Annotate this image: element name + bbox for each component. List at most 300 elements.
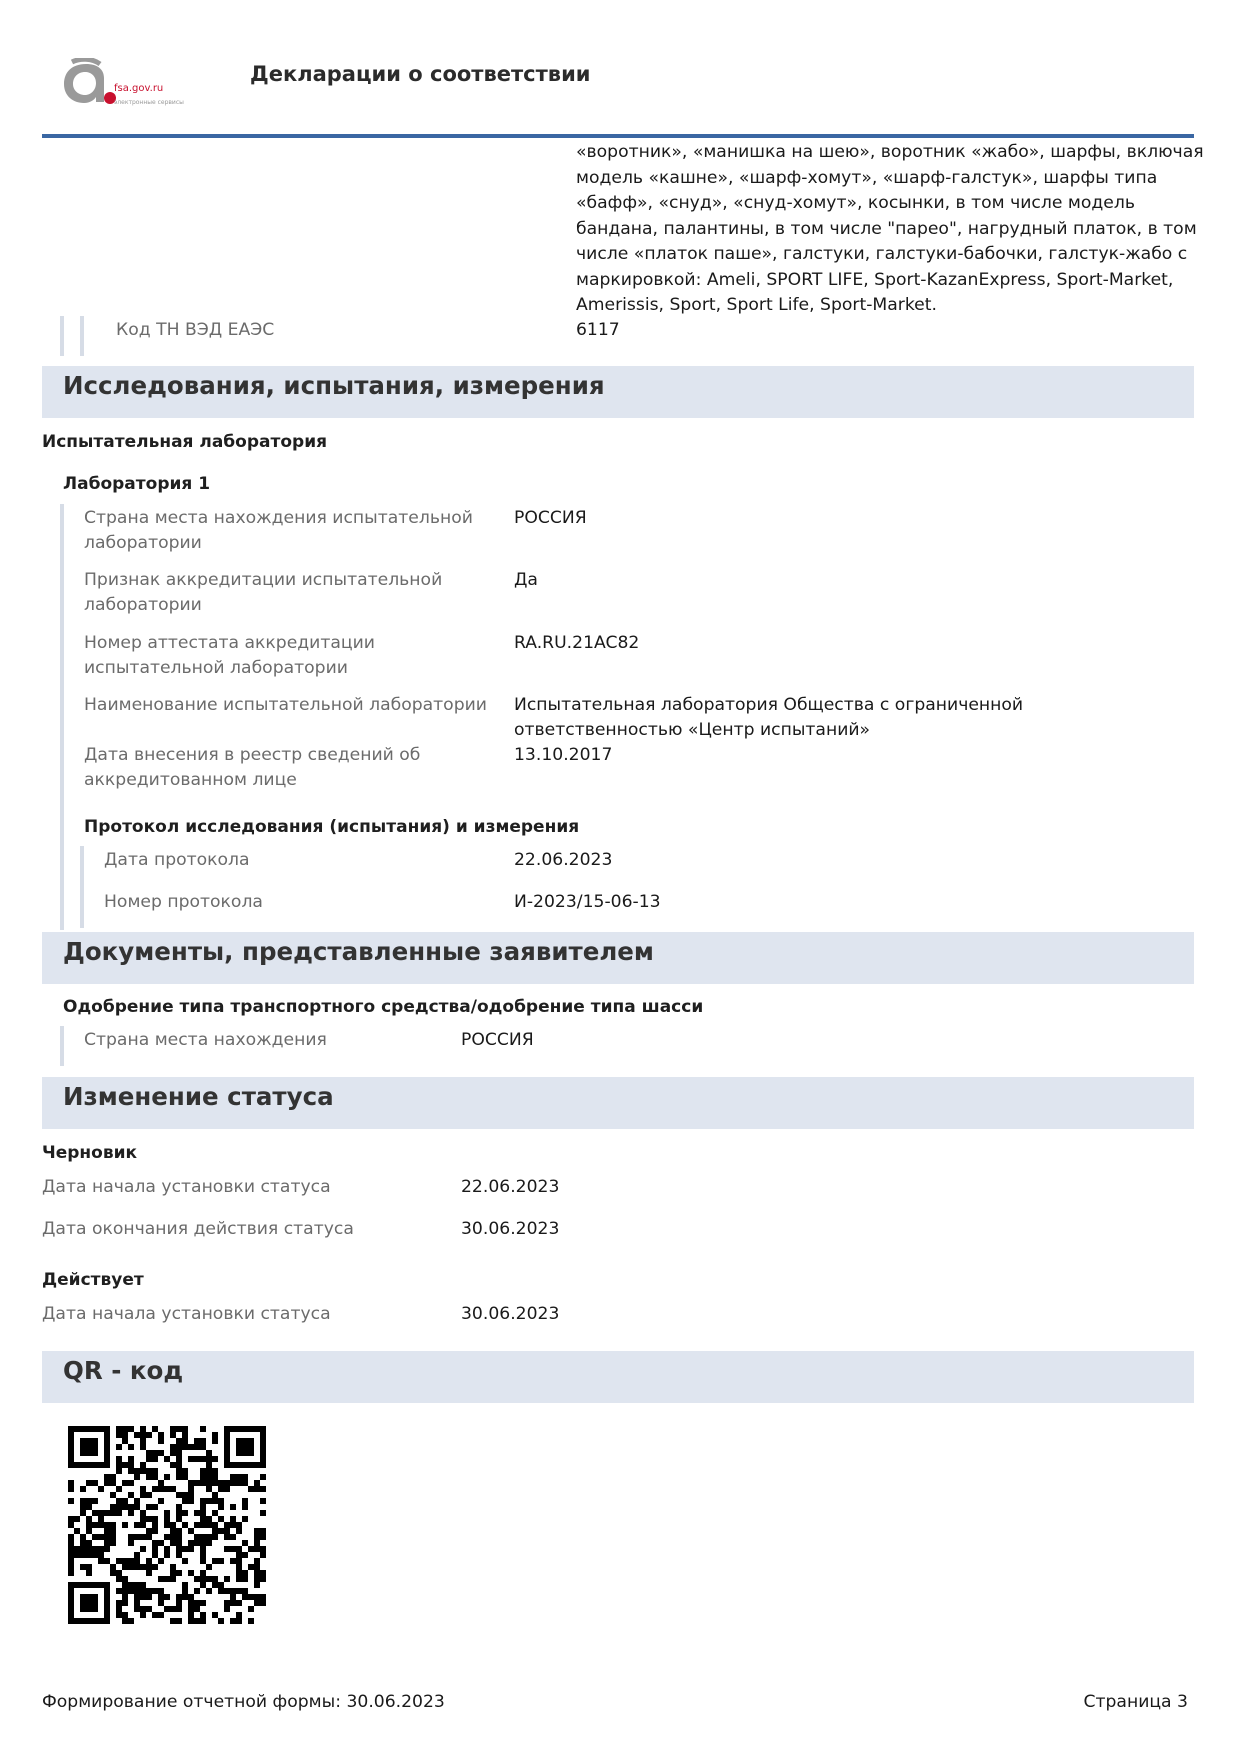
qr-module <box>86 1606 92 1612</box>
qr-module <box>104 1522 110 1528</box>
qr-module <box>212 1522 218 1528</box>
qr-module <box>74 1516 80 1522</box>
qr-module <box>98 1510 104 1516</box>
qr-module <box>68 1450 74 1456</box>
qr-module <box>140 1546 146 1552</box>
qr-module <box>152 1426 158 1432</box>
qr-module <box>236 1588 242 1594</box>
qr-module <box>170 1426 176 1432</box>
qr-module <box>98 1552 104 1558</box>
qr-module <box>92 1480 98 1486</box>
qr-module <box>158 1438 164 1444</box>
qr-module <box>158 1498 164 1504</box>
qr-module <box>86 1450 92 1456</box>
qr-module <box>200 1576 206 1582</box>
qr-module <box>176 1468 182 1474</box>
qr-module <box>194 1606 200 1612</box>
qr-module <box>140 1612 146 1618</box>
qr-module <box>224 1600 230 1606</box>
qr-module <box>200 1438 206 1444</box>
qr-module <box>80 1618 86 1624</box>
qr-module <box>128 1492 134 1498</box>
qr-module <box>170 1618 176 1624</box>
qr-module <box>242 1540 248 1546</box>
qr-module <box>224 1480 230 1486</box>
qr-module <box>212 1510 218 1516</box>
qr-module <box>176 1438 182 1444</box>
qr-module <box>68 1600 74 1606</box>
qr-module <box>170 1486 176 1492</box>
qr-module <box>230 1516 236 1522</box>
qr-module <box>104 1618 110 1624</box>
qr-module <box>260 1600 266 1606</box>
qr-module <box>182 1510 188 1516</box>
qr-module <box>68 1540 74 1546</box>
qr-module <box>68 1462 74 1468</box>
qr-module <box>176 1546 182 1552</box>
qr-module <box>152 1450 158 1456</box>
qr-module <box>176 1534 182 1540</box>
qr-module <box>68 1456 74 1462</box>
lab-heading: Испытательная лаборатория <box>42 432 328 452</box>
qr-module <box>146 1450 152 1456</box>
qr-module <box>104 1558 110 1564</box>
qr-module <box>206 1480 212 1486</box>
qr-module <box>164 1474 170 1480</box>
qr-module <box>134 1594 140 1600</box>
qr-module <box>158 1486 164 1492</box>
qr-module <box>200 1474 206 1480</box>
qr-module <box>230 1522 236 1528</box>
qr-module <box>86 1540 92 1546</box>
qr-module <box>254 1582 260 1588</box>
qr-module <box>230 1546 236 1552</box>
qr-module <box>152 1486 158 1492</box>
qr-module <box>242 1438 248 1444</box>
qr-module <box>122 1612 128 1618</box>
qr-module <box>194 1618 200 1624</box>
qr-module <box>170 1462 176 1468</box>
qr-module <box>206 1498 212 1504</box>
qr-module <box>122 1564 128 1570</box>
qr-module <box>104 1528 110 1534</box>
qr-module <box>80 1546 86 1552</box>
qr-module <box>80 1462 86 1468</box>
qr-module <box>212 1582 218 1588</box>
qr-module <box>200 1558 206 1564</box>
qr-module <box>98 1546 104 1552</box>
qr-module <box>218 1618 224 1624</box>
qr-module <box>134 1498 140 1504</box>
qr-module <box>206 1564 212 1570</box>
qr-module <box>254 1480 260 1486</box>
qr-module <box>188 1480 194 1486</box>
qr-section-band <box>42 1351 1194 1403</box>
qr-module <box>200 1444 206 1450</box>
qr-module <box>218 1528 224 1534</box>
qr-module <box>182 1582 188 1588</box>
qr-module <box>236 1480 242 1486</box>
qr-module <box>104 1582 110 1588</box>
qr-module <box>236 1546 242 1552</box>
qr-module <box>92 1606 98 1612</box>
qr-module <box>236 1474 242 1480</box>
qr-module <box>218 1588 224 1594</box>
qr-module <box>242 1516 248 1522</box>
qr-module <box>188 1546 194 1552</box>
qr-module <box>248 1486 254 1492</box>
qr-module <box>158 1432 164 1438</box>
qr-module <box>164 1552 170 1558</box>
status-active-start-value: 30.06.2023 <box>461 1304 560 1324</box>
qr-module <box>200 1546 206 1552</box>
lab-name-label: Наименование испытательной лаборатории <box>84 695 487 715</box>
qr-module <box>80 1540 86 1546</box>
qr-module <box>158 1540 164 1546</box>
qr-module <box>182 1588 188 1594</box>
qr-module <box>206 1522 212 1528</box>
qr-module <box>224 1438 230 1444</box>
qr-module <box>116 1510 122 1516</box>
qr-module <box>200 1540 206 1546</box>
qr-module <box>158 1594 164 1600</box>
qr-module <box>122 1432 128 1438</box>
qr-module <box>188 1528 194 1534</box>
qr-module <box>110 1564 116 1570</box>
qr-module <box>224 1576 230 1582</box>
qr-module <box>128 1444 134 1450</box>
qr-module <box>200 1456 206 1462</box>
qr-module <box>86 1570 92 1576</box>
lab-accreditation-value: Да <box>514 570 538 590</box>
qr-module <box>194 1480 200 1486</box>
qr-module <box>74 1546 80 1552</box>
qr-module <box>110 1522 116 1528</box>
qr-module <box>206 1468 212 1474</box>
qr-module <box>116 1606 122 1612</box>
qr-module <box>68 1564 74 1570</box>
qr-module <box>260 1546 266 1552</box>
qr-module <box>248 1462 254 1468</box>
qr-module <box>194 1600 200 1606</box>
qr-module <box>140 1606 146 1612</box>
qr-module <box>74 1582 80 1588</box>
qr-module <box>236 1528 242 1534</box>
qr-module <box>212 1576 218 1582</box>
qr-module <box>110 1510 116 1516</box>
qr-module <box>128 1588 134 1594</box>
qr-module <box>164 1546 170 1552</box>
qr-module <box>218 1516 224 1522</box>
qr-module <box>200 1516 206 1522</box>
qr-module <box>68 1480 74 1486</box>
qr-module <box>260 1456 266 1462</box>
qr-module <box>98 1582 104 1588</box>
qr-module <box>110 1504 116 1510</box>
qr-module <box>176 1504 182 1510</box>
lab-country-label: Страна места нахождения испытательной лаборатории <box>84 508 473 553</box>
qr-module <box>104 1480 110 1486</box>
qr-module <box>248 1564 254 1570</box>
qr-module <box>92 1444 98 1450</box>
qr-module <box>230 1426 236 1432</box>
qr-module <box>152 1468 158 1474</box>
qr-module <box>110 1480 116 1486</box>
qr-module <box>146 1492 152 1498</box>
qr-module <box>194 1438 200 1444</box>
qr-module <box>152 1528 158 1534</box>
qr-module <box>86 1546 92 1552</box>
qr-module <box>86 1582 92 1588</box>
qr-module <box>116 1498 122 1504</box>
qr-module <box>68 1606 74 1612</box>
qr-module <box>242 1444 248 1450</box>
qr-module <box>74 1462 80 1468</box>
qr-module <box>224 1450 230 1456</box>
qr-module <box>230 1474 236 1480</box>
qr-module <box>116 1444 122 1450</box>
qr-module <box>128 1558 134 1564</box>
qr-module <box>146 1558 152 1564</box>
qr-module <box>182 1474 188 1480</box>
qr-module <box>260 1528 266 1534</box>
product-description-continued: «воротник», «манишка на шею», воротник «жабо», шарфы, включая модель «кашне», «шарф-хомут», «шарф-галстук», шарфы типа «бафф», «снуд», «снуд-хомут», косынки, в том числе модель бандана, палантины, в том числе "парео", нагрудный платок, в том числе «платок паше», галстуки, галстуки-бабочки, галстук-жабо с маркировкой: Ameli, SPORT LIFE, Sport-KazanExpress, Sport-Market, Amerissis, Sport, Sport Life, Sport-Market. <box>576 142 1204 315</box>
qr-module <box>152 1546 158 1552</box>
qr-module <box>248 1450 254 1456</box>
tnved-value: 6117 <box>576 320 620 340</box>
qr-module <box>80 1504 86 1510</box>
qr-module <box>200 1534 206 1540</box>
qr-module <box>86 1552 92 1558</box>
qr-module <box>80 1534 86 1540</box>
qr-module <box>98 1534 104 1540</box>
qr-module <box>224 1588 230 1594</box>
qr-module <box>104 1438 110 1444</box>
qr-module <box>218 1486 224 1492</box>
qr-module <box>254 1528 260 1534</box>
qr-module <box>68 1612 74 1618</box>
qr-module <box>200 1480 206 1486</box>
qr-module <box>92 1510 98 1516</box>
qr-module <box>152 1474 158 1480</box>
qr-module <box>92 1426 98 1432</box>
tnved-label: Код ТН ВЭД ЕАЭС <box>116 320 275 340</box>
qr-module <box>80 1594 86 1600</box>
qr-module <box>224 1462 230 1468</box>
qr-module <box>188 1498 194 1504</box>
qr-module <box>170 1522 176 1528</box>
qr-module <box>200 1426 206 1432</box>
qr-module <box>134 1582 140 1588</box>
qr-module <box>260 1486 266 1492</box>
qr-module <box>254 1594 260 1600</box>
qr-module <box>212 1492 218 1498</box>
logo-text: fsa.gov.ru <box>114 83 164 94</box>
lab-certificate-value: RA.RU.21AC82 <box>514 633 640 653</box>
qr-module <box>140 1492 146 1498</box>
qr-module <box>104 1600 110 1606</box>
qr-module <box>176 1570 182 1576</box>
qr-module <box>182 1594 188 1600</box>
qr-module <box>104 1450 110 1456</box>
lab-name-value: Испытательная лаборатория Общества с ограниченной ответственностью «Центр испытаний» <box>514 695 1024 740</box>
qr-module <box>242 1462 248 1468</box>
qr-module <box>104 1510 110 1516</box>
qr-module <box>242 1552 248 1558</box>
qr-module <box>68 1546 74 1552</box>
qr-module <box>260 1534 266 1540</box>
qr-module <box>134 1534 140 1540</box>
qr-module <box>140 1588 146 1594</box>
qr-module <box>260 1462 266 1468</box>
qr-module <box>206 1588 212 1594</box>
qr-module <box>236 1618 242 1624</box>
qr-module <box>110 1534 116 1540</box>
qr-module <box>212 1438 218 1444</box>
qr-section-title: QR - код <box>63 1356 184 1385</box>
documents-country-value: РОССИЯ <box>461 1030 534 1050</box>
qr-module <box>128 1534 134 1540</box>
qr-module <box>122 1582 128 1588</box>
qr-module <box>218 1504 224 1510</box>
qr-module <box>140 1516 146 1522</box>
qr-module <box>224 1528 230 1534</box>
qr-module <box>254 1486 260 1492</box>
qr-module <box>176 1450 182 1456</box>
qr-module <box>236 1600 242 1606</box>
qr-module <box>86 1438 92 1444</box>
qr-module <box>254 1570 260 1576</box>
logo-subtext: электронные сервисы <box>114 99 184 106</box>
qr-module <box>194 1522 200 1528</box>
qr-module <box>146 1570 152 1576</box>
qr-module <box>98 1516 104 1522</box>
qr-module <box>86 1618 92 1624</box>
qr-module <box>98 1486 104 1492</box>
qr-module <box>140 1444 146 1450</box>
qr-module <box>188 1606 194 1612</box>
qr-module <box>194 1444 200 1450</box>
qr-module <box>116 1432 122 1438</box>
qr-module <box>68 1582 74 1588</box>
qr-module <box>206 1540 212 1546</box>
qr-module <box>248 1426 254 1432</box>
qr-module <box>140 1534 146 1540</box>
status-active-name: Действует <box>42 1270 144 1290</box>
qr-module <box>170 1606 176 1612</box>
qr-module <box>200 1618 206 1624</box>
qr-module <box>236 1552 242 1558</box>
qr-module <box>152 1504 158 1510</box>
qr-module <box>260 1576 266 1582</box>
qr-module <box>104 1534 110 1540</box>
status-draft-end-label: Дата окончания действия статуса <box>42 1219 354 1239</box>
qr-module <box>164 1510 170 1516</box>
qr-module <box>104 1594 110 1600</box>
qr-module <box>212 1480 218 1486</box>
qr-module <box>134 1474 140 1480</box>
qr-module <box>104 1540 110 1546</box>
qr-module <box>218 1480 224 1486</box>
qr-module <box>92 1522 98 1528</box>
qr-module <box>80 1486 86 1492</box>
qr-module <box>86 1564 92 1570</box>
qr-module <box>80 1606 86 1612</box>
qr-module <box>212 1498 218 1504</box>
qr-module <box>116 1486 122 1492</box>
qr-module <box>188 1486 194 1492</box>
qr-module <box>140 1486 146 1492</box>
qr-module <box>242 1426 248 1432</box>
qr-module <box>158 1612 164 1618</box>
qr-module <box>170 1570 176 1576</box>
qr-module <box>134 1606 140 1612</box>
qr-module <box>242 1570 248 1576</box>
qr-module <box>122 1480 128 1486</box>
status-draft-name: Черновик <box>42 1143 138 1163</box>
qr-module <box>176 1540 182 1546</box>
qr-module <box>236 1444 242 1450</box>
qr-module <box>200 1522 206 1528</box>
qr-module <box>158 1600 164 1606</box>
qr-module <box>182 1444 188 1450</box>
qr-module <box>116 1468 122 1474</box>
qr-module <box>140 1426 146 1432</box>
qr-module <box>188 1540 194 1546</box>
qr-module <box>260 1438 266 1444</box>
qr-module <box>236 1450 242 1456</box>
qr-module <box>86 1528 92 1534</box>
qr-module <box>80 1510 86 1516</box>
protocol-date-label: Дата протокола <box>104 850 250 870</box>
qr-module <box>176 1594 182 1600</box>
qr-module <box>170 1534 176 1540</box>
qr-module <box>86 1498 92 1504</box>
qr-module <box>248 1606 254 1612</box>
qr-module <box>188 1600 194 1606</box>
qr-module <box>128 1504 134 1510</box>
qr-module <box>164 1522 170 1528</box>
qr-module <box>146 1516 152 1522</box>
qr-module <box>200 1570 206 1576</box>
qr-module <box>176 1474 182 1480</box>
qr-module <box>248 1594 254 1600</box>
qr-module <box>164 1594 170 1600</box>
qr-module <box>110 1474 116 1480</box>
qr-module <box>260 1570 266 1576</box>
qr-module <box>188 1444 194 1450</box>
qr-module <box>110 1528 116 1534</box>
qr-module <box>134 1600 140 1606</box>
lab-country-value: РОССИЯ <box>514 508 587 528</box>
qr-module <box>128 1564 134 1570</box>
qr-module <box>122 1504 128 1510</box>
qr-module <box>68 1438 74 1444</box>
qr-module <box>104 1462 110 1468</box>
qr-module <box>188 1492 194 1498</box>
lab-name: Лаборатория 1 <box>63 474 211 494</box>
qr-module <box>176 1456 182 1462</box>
qr-module <box>152 1552 158 1558</box>
qr-module <box>92 1552 98 1558</box>
qr-module <box>254 1564 260 1570</box>
qr-module <box>68 1498 74 1504</box>
qr-module <box>254 1534 260 1540</box>
qr-module <box>242 1480 248 1486</box>
qr-module <box>152 1588 158 1594</box>
qr-module <box>212 1534 218 1540</box>
qr-module <box>86 1504 92 1510</box>
